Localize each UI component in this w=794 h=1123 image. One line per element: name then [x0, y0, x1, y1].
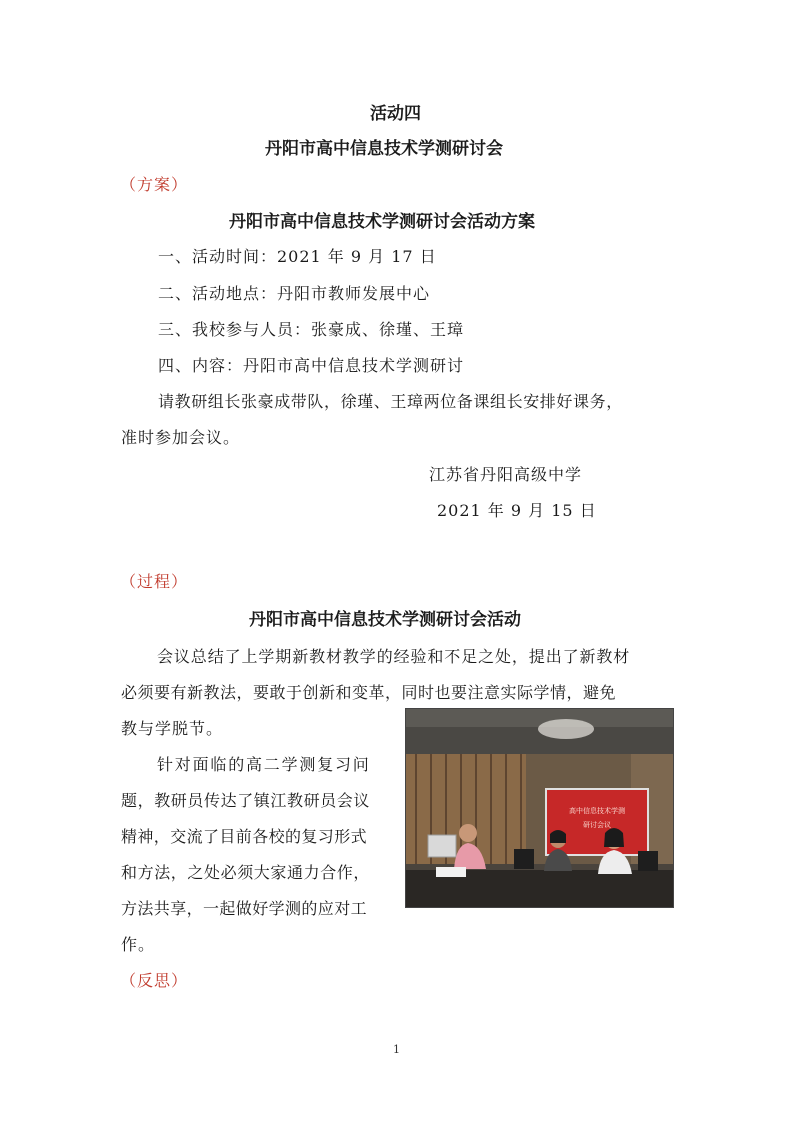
- meeting-photo-illustration: [406, 709, 673, 907]
- process-para2-line1: 针对面临的高二学测复习问: [157, 755, 371, 774]
- process-para2-line5: 方法共享，一起做好学测的应对工: [121, 899, 368, 918]
- ceiling-light: [538, 719, 594, 739]
- plan-date: 2021 年 9 月 15 日: [437, 501, 597, 520]
- laptop: [428, 835, 456, 857]
- process-label: （过程）: [120, 572, 189, 591]
- chair: [514, 849, 534, 869]
- process-para2-line3: 精神，交流了目前各校的复习形式: [121, 827, 368, 846]
- person-1: [459, 824, 477, 842]
- process-para1-line3: 教与学脱节。: [121, 719, 224, 738]
- plan-item-participants: 三、我校参与人员：张豪成、徐瑾、王璋: [158, 320, 465, 339]
- process-para2-line2: 题，教研员传达了镇江教研员会议: [121, 791, 371, 810]
- process-para1-line1: 会议总结了上学期新教材教学的经验和不足之处，提出了新教材: [157, 647, 631, 666]
- process-title: 丹阳市高中信息技术学测研讨会活动: [249, 610, 521, 630]
- papers: [436, 867, 466, 877]
- page-number: 1: [393, 1043, 400, 1056]
- plan-title: 丹阳市高中信息技术学测研讨会活动方案: [229, 212, 535, 232]
- meeting-photo: [405, 708, 674, 908]
- page-title: 丹阳市高中信息技术学测研讨会: [265, 139, 503, 159]
- plan-label: （方案）: [120, 175, 189, 194]
- plan-item-time: 一、活动时间：2021 年 9 月 17 日: [158, 247, 437, 266]
- plan-note-line1: 请教研组长张豪成带队，徐瑾、王璋两位备课组长安排好课务，: [158, 392, 623, 411]
- plan-note-line2: 准时参加会议。: [121, 428, 241, 447]
- plan-item-location: 二、活动地点：丹阳市教师发展中心: [158, 284, 431, 303]
- screen-text-line2: 研讨会议: [583, 821, 611, 829]
- process-para2-line6: 作。: [121, 935, 156, 954]
- reflection-label: （反思）: [120, 971, 189, 990]
- process-para2-line4: 和方法，之处必须大家通力合作，: [121, 863, 371, 882]
- screen-text-line1: 高中信息技术学测: [569, 807, 625, 815]
- activity-heading: 活动四: [370, 104, 421, 124]
- plan-signature: 江苏省丹阳高级中学: [429, 465, 583, 484]
- process-para1-line2: 必须要有新教法，要敢于创新和变革，同时也要注意实际学情，避免: [121, 683, 617, 702]
- plan-item-content: 四、内容：丹阳市高中信息技术学测研讨: [158, 356, 465, 375]
